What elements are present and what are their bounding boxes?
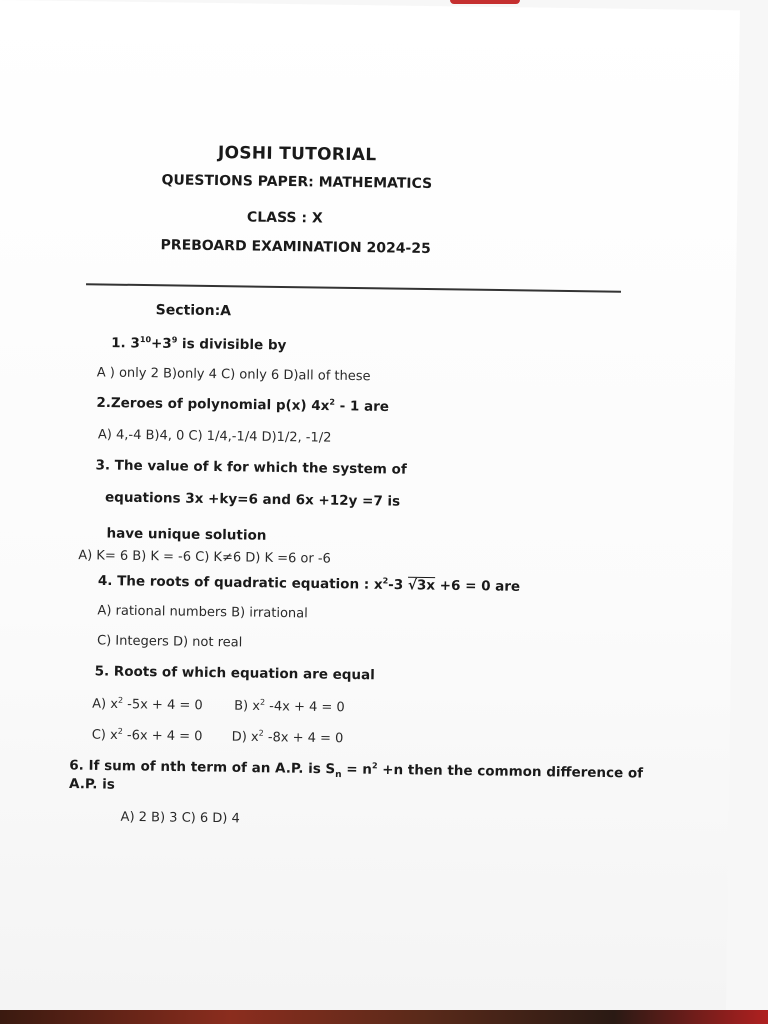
q2-text: 2.Zeroes of polynomial p(x) 4x <box>96 394 330 415</box>
q6-mid: = n <box>341 761 373 778</box>
question-3-line2: equations 3x +ky=6 and 6x +12y =7 is <box>104 489 401 510</box>
q5-b-label: B) x <box>234 698 261 715</box>
q4-rest: +6 = 0 are <box>434 577 521 595</box>
top-edge-mark <box>450 0 520 4</box>
q1-exp1: 10 <box>139 334 152 345</box>
q6-sub: n <box>335 769 342 781</box>
q5-c-rest: -6x + 4 = 0 <box>122 728 203 745</box>
q4-text: 4. The roots of quadratic equation : x <box>97 572 383 593</box>
q1-options: A ) only 2 B)only 4 C) only 6 D)all of these <box>96 365 371 385</box>
q5-a-exp: 2 <box>117 695 124 705</box>
q6-rest: +n then the common difference of <box>377 761 644 782</box>
q6-text: 6. If sum of nth term of an A.P. is S <box>69 757 336 778</box>
q5-option-d <box>232 728 344 746</box>
q5-option-a <box>92 695 203 713</box>
bottom-fabric-strip <box>0 1010 768 1024</box>
q5-a-label: A) x <box>92 696 119 713</box>
q5-b-exp: 2 <box>259 697 266 707</box>
q4-options-row2: C) Integers D) not real <box>96 633 243 651</box>
question-3-line1: 3. The value of k for which the system of <box>95 457 407 478</box>
question-1 <box>111 335 286 354</box>
q4-exp: 2 <box>382 576 389 586</box>
institute-title: JOSHI TUTORIAL <box>217 143 377 166</box>
question-4 <box>98 572 520 594</box>
q5-d-label: D) x <box>231 729 259 746</box>
q4-options-row1: A) rational numbers B) irrational <box>97 603 308 622</box>
q2-rest: - 1 are <box>334 398 390 415</box>
q6-options: A) 2 B) 3 C) 6 D) 4 <box>120 809 240 827</box>
q1-base: 3 <box>130 335 140 352</box>
q5-c-exp: 2 <box>117 726 123 736</box>
section-heading: Section:A <box>155 302 232 320</box>
q5-option-b <box>234 697 345 715</box>
q2-exp: 2 <box>329 397 336 407</box>
q5-a-rest: -5x + 4 = 0 <box>122 697 203 714</box>
q4-root: √3x <box>407 577 436 594</box>
q1-rest: is divisible by <box>177 336 287 354</box>
q5-option-c <box>92 726 203 744</box>
q3-options: A) K= 6 B) K = -6 C) K≠6 D) K =6 or -6 <box>78 548 331 567</box>
q1-number: 1. <box>111 335 126 352</box>
q5-d-rest: -8x + 4 = 0 <box>263 730 344 747</box>
q4-mid: -3 <box>388 576 409 594</box>
q6-exp: 2 <box>371 761 378 771</box>
q1-exp2: 9 <box>171 335 178 345</box>
question-6-line1 <box>69 757 643 784</box>
q5-c-label: C) x <box>91 727 118 744</box>
header-divider <box>86 283 621 292</box>
exam-title: PREBOARD EXAMINATION 2024-25 <box>160 237 431 258</box>
paper-subject: QUESTIONS PAPER: MATHEMATICS <box>161 172 433 193</box>
question-2 <box>96 394 389 415</box>
question-5: 5. Roots of which equation are equal <box>94 663 375 684</box>
q5-d-exp: 2 <box>258 728 264 738</box>
q5-b-rest: -4x + 4 = 0 <box>264 699 345 716</box>
q1-plus: +3 <box>150 335 172 352</box>
q2-options: A) 4,-4 B)4, 0 C) 1/4,-1/4 D)1/2, -1/2 <box>97 427 332 446</box>
question-3-line3: have unique solution <box>106 525 267 544</box>
question-6-line2: A.P. is <box>68 776 115 793</box>
class-label: CLASS : X <box>246 209 323 227</box>
